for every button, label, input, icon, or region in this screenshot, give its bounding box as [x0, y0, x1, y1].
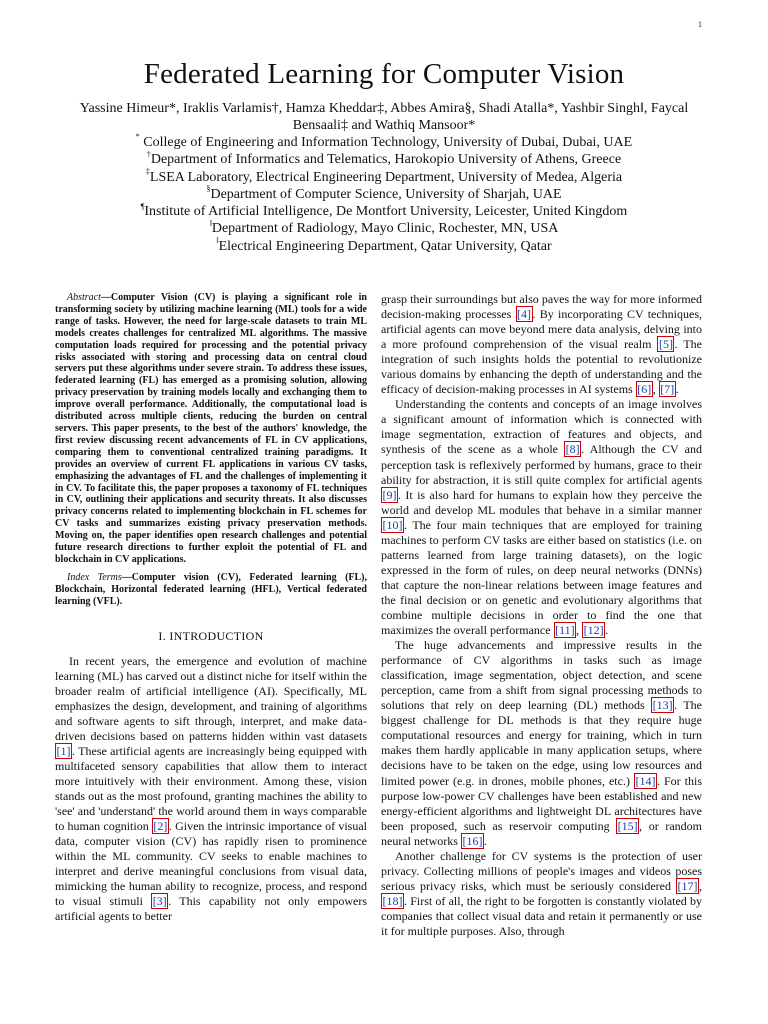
paragraph-text: Understanding the contents and concepts of an image involves a significant amount of information which is connected with image segmentation, extraction of features and objects, and synthesis of the scene as a whole	[381, 397, 702, 457]
paragraph-text: In recent years, the emergence and evolution of machine learning (ML) has carved out a distinct niche for itself within the broader realm of artificial intelligence (AI). Specifically, ML emphasizes the design, development, and training of algorithms and software agents to sift through, interpret, and make data-driven decisions based on patterns hidden within vast datasets	[55, 653, 367, 743]
affiliation-line: ‖Department of Radiology, Mayo Clinic, Rochester, MN, USA	[209, 218, 559, 237]
paragraph-text: grasp their surroundings but also paves the way for more informed decision-making processes	[381, 292, 702, 322]
page-number: 1	[698, 20, 702, 29]
paragraph-text: . The biggest challenge for DL methods is that they require huge computational resources and energy for training, which in turn makes them hardly applicable in many application setups, where decisions have to be taken on the edge, using low resources and limited power (e.g. in drones, mobile phones, etc.)	[381, 698, 702, 788]
paragraph-text: . It is also hard for humans to explain how they perceive the world and develop ML modules that behave in a similar manner	[381, 487, 702, 517]
paragraph-text: . Although the CV and perception task is reflexively performed by humans, grace to their ability for abstraction, it is still quite complex for artificial agents	[381, 442, 702, 487]
paragraph-text: ,	[576, 623, 583, 638]
citation-link[interactable]: [8]	[565, 442, 580, 457]
paragraph-text: , or random neural networks	[381, 818, 703, 848]
citation-link[interactable]: [7]	[660, 382, 675, 397]
paragraph-text: .	[483, 833, 487, 848]
paper-title: Federated Learning for Computer Vision	[143, 58, 625, 90]
citation-link[interactable]: [13]	[652, 698, 673, 713]
affiliation-line: ‖Electrical Engineering Department, Qatar University, Qatar	[216, 236, 552, 254]
left-column	[55, 292, 367, 924]
paragraph-text: Another challenge for CV systems is the protection of user privacy. Collecting millions of people's images and videos poses serious privacy risks, which must be seriously considered	[381, 848, 702, 893]
citation-link[interactable]: [6]	[637, 382, 652, 397]
citation-link[interactable]: [18]	[382, 893, 403, 908]
body-paragraph	[55, 654, 367, 925]
citation-link[interactable]: [4]	[517, 307, 532, 322]
right-column-body	[381, 292, 702, 939]
right-column	[381, 292, 702, 939]
citation-link[interactable]: [3]	[152, 894, 167, 909]
affiliation-line: ¶Institute of Artificial Intelligence, De Montfort University, Leicester, United Kingdom	[140, 201, 628, 220]
left-column-body	[55, 654, 367, 925]
affiliation-line: * College of Engineering and Information Technology, University of Dubai, Dubai, UAE	[135, 132, 633, 150]
paragraph-text: . Given the intrinsic importance of visual data, computer vision (CV) has rapidly risen to prominence within the ML community. CV seeks to enable machines to interpret and derive meaningful conclusions from visual data, mimicking the human ability to recognize, process, and respond to visual stimuli	[55, 819, 368, 909]
paragraph-text: . The integration of such insights holds the potential to revolutionize various domains by enhancing the depth of understanding and the efficacy of decision-making processes in AI systems	[381, 337, 702, 397]
paragraph-text: . For this purpose low-power CV challenges have been established and new energy-efficient algorithms and lightweight DL architectures have been proposed, such as reservoir computing	[381, 773, 702, 833]
author-list: Yassine Himeur*, Iraklis Varlamis†, Hamza Kheddar‡, Abbes Amira§, Shadi Atalla*, Yashbir Singh‖, Faycal Bensaali‡ and Wathiq Mansoor*	[79, 101, 689, 133]
citation-link[interactable]: [17]	[677, 878, 698, 893]
body-paragraph	[381, 292, 702, 397]
paragraph-text: . These artificial agents are increasingly being equipped with multifaceted sensory capabilities that allow them to interact more intuitively with their environment. Among these, vision stands out as the most profound, granting machines the ability to 'see' and 'understand' the world around them in ways comparable to human cognition	[55, 743, 367, 834]
citation-link[interactable]: [5]	[658, 337, 673, 352]
paragraph-text: ,	[652, 382, 659, 397]
paragraph-text: .	[605, 623, 609, 638]
body-paragraph	[381, 397, 702, 638]
paragraph-text: . This capability not only empowers artificial agents to better	[55, 894, 368, 924]
citation-link[interactable]: [1]	[56, 743, 71, 758]
paragraph-text: . First of all, the right to be forgotten is constantly violated by companies that collect visual data and retain it permanently or use it for multiple purposes. Also, through	[381, 893, 702, 938]
citation-link[interactable]: [12]	[583, 623, 604, 638]
body-paragraph	[381, 638, 702, 849]
affiliations	[60, 134, 708, 255]
citation-link[interactable]: [14]	[635, 773, 656, 788]
paragraph-text: ,	[699, 878, 702, 893]
affiliation-line: †Department of Informatics and Telematics, Harokopio University of Athens, Greece	[146, 149, 622, 168]
affiliation-line: §Department of Computer Science, University of Sharjah, UAE	[206, 184, 562, 202]
index-terms: Index Terms—Computer vision (CV), Federated learning (FL), Blockchain, Horizontal federated learning (HFL), Vertical federated learning (VFL).	[55, 571, 368, 607]
citation-link[interactable]: [11]	[555, 623, 575, 638]
body-paragraph	[381, 849, 702, 939]
paragraph-text: The huge advancements and impressive results in the performance of CV algorithms in tasks such as image classification, image segmentation, object detection, and scene perception, came from a shift from signal processing methods to solutions that rely on deep learning (DL) methods	[381, 638, 702, 713]
section-heading-introduction: I. INTRODUCTION	[158, 628, 264, 643]
citation-link[interactable]: [9]	[382, 487, 397, 502]
citation-link[interactable]: [2]	[153, 819, 168, 834]
citation-link[interactable]: [15]	[617, 818, 638, 833]
paragraph-text: . By incorporating CV techniques, artificial agents can move beyond mere data analysis, delving into a more profound comprehension of the visual realm	[381, 307, 703, 352]
citation-link[interactable]: [10]	[382, 517, 403, 532]
citation-link[interactable]: [16]	[462, 833, 483, 848]
abstract: Abstract—Computer Vision (CV) is playing a significant role in transforming society by utilizing machine learning (ML) tools for a wide range of tasks. However, the need for large-scale datasets to train ML models creates challenges for centralized ML algorithms. The massive computation loads required for processing and the potential privacy risks associated with storing and processing data on central cloud servers put these algorithms under severe strain. To address these issues, federated learning (FL) has emerged as a promising solution, allowing privacy preservation by training models locally and exchanging them to improve overall performance. Additionally, the computational load is distributed across multiple clients, reducing the burden on central servers. This paper presents, to the best of the authors' knowledge, the first review discussing recent advancements of FL in CV applications, comparing them to conventional centralized training paradigms. It provides an overview of current FL applications in various CV tasks, emphasizing the advantages of FL and the challenges of implementing it in CV. To facilitate this, the paper proposes a taxonomy of FL techniques in CV, outlining their applications and security threats. It also discusses privacy concerns related to implementing blockchain in FL schemes for CV tasks and summarizes existing privacy preservation methods. Moving on, the paper identifies open research challenges and potential future research directions to further exploit the potential of FL and blockchain in CV applications.	[55, 292, 367, 565]
paragraph-text: .	[675, 382, 679, 397]
paragraph-text: . The four main techniques that are employed for training machines to perform CV tasks are either based on statistics (i.e. on patterns learned from large training datasets), on the logic expressed in the form of rules, on deep neural networks (DNNs) that capture the non-linear relations between image features and the final decision or on genetic and evolutionary algorithms that combine multiple decisions in order to find the one that maximizes the overall performance	[381, 517, 702, 638]
affiliation-line: ‡LSEA Laboratory, Electrical Engineering Department, University of Medea, Algeria	[145, 166, 623, 185]
